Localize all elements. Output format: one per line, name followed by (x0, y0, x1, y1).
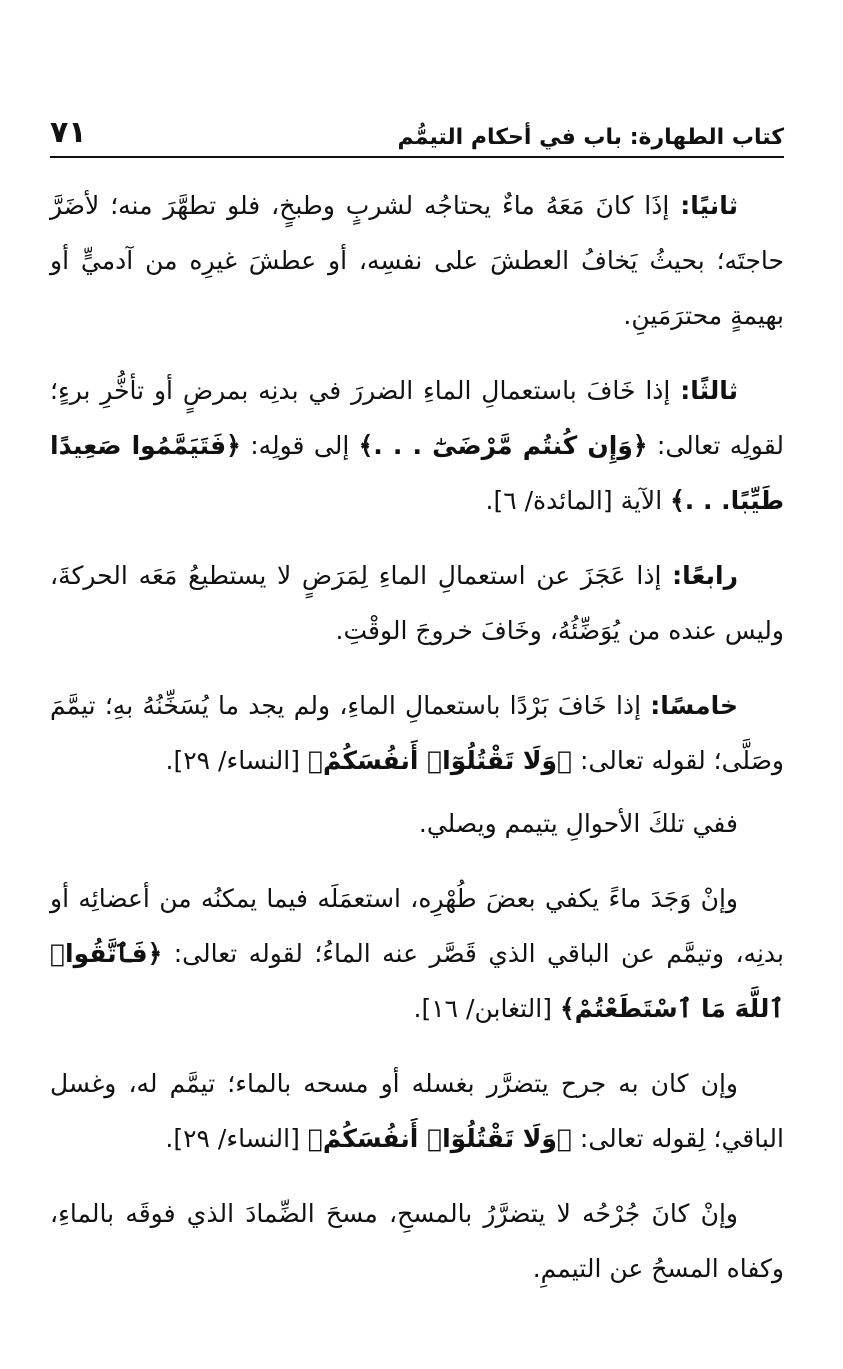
paragraph-conclusion (50, 796, 784, 851)
quran-quote: ﴿وَلَا تَقْتُلُوٓا۟ أَنفُسَكُمْ﴾ (307, 746, 573, 775)
citation: [النساء/ ٢٩]. (165, 746, 300, 775)
citation: [النساء/ ٢٩]. (165, 1124, 300, 1153)
paragraph-lead: ثالثًا: (680, 376, 738, 405)
paragraph-text: إذا خَافَ بَرْدًا باستعمالِ الماءِ، ولم يجد ما يُسَخِّنُهُ بهِ؛ تيمَّمَ وصَلَّى؛ لقوله تعالى: (50, 691, 784, 775)
quran-quote: ﴿وَإِن كُنتُم مَّرْضَىٰٓ . . .﴾ (358, 431, 648, 460)
paragraph-secondly (50, 178, 784, 343)
paragraph-text: إلى قولِه: (250, 431, 350, 460)
quran-quote: ﴿وَلَا تَقْتُلُوٓا۟ أَنفُسَكُمْ﴾ (307, 1124, 572, 1153)
paragraph-lead: خامسًا: (650, 691, 738, 720)
paragraph-text: إذا خَافَ باستعمالِ الماءِ الضررَ في بدنِه بمرضٍ أو تأخُّرِ برءٍ؛ لقولِه تعالى: (50, 376, 784, 460)
paragraph-fourthly (50, 548, 784, 658)
citation: الآية [المائدة/ ٦]. (485, 486, 663, 515)
paragraph-lead: ثانيًا: (680, 191, 738, 220)
page-number: ٧١ (50, 115, 87, 150)
running-title: كتاب الطهارة: باب في أحكام التيمُّم (397, 125, 784, 150)
paragraph-lead: رابعًا: (672, 561, 738, 590)
paragraph-wound (50, 1056, 784, 1166)
citation: [التغابن/ ١٦]. (413, 994, 552, 1023)
quran-quote: ﴿فَٱتَّقُوا۟ ٱللَّهَ مَا ٱسْتَطَعْتُمْ﴾ (50, 939, 784, 1023)
paragraph-text: وإن كان به جرح يتضرَّر بغسله أو مسحه بالماء؛ تيمَّم له، وغسل الباقي؛ لِقوله تعالى: (50, 1069, 784, 1153)
paragraph-partial-water (50, 871, 784, 1036)
paragraph-text: ففي تلكَ الأحوالِ يتيمم ويصلي. (418, 809, 738, 838)
paragraph-thirdly (50, 363, 784, 528)
quran-quote: ﴿فَتَيَمَّمُوا صَعِيدًا طَيِّبًا. . .﴾ (50, 431, 784, 515)
paragraph-text: إذَا كانَ مَعَهُ ماءٌ يحتاجُه لشربٍ وطبخٍ، فلو تطهَّرَ منه؛ لأضَرَّ حاجتَه؛ بحيثُ يَخافُ العطشَ على نفسِه، أو عطشَ غيرِه من آدميٍّ أو بهيمةٍ محترَمَينِ. (50, 191, 784, 330)
paragraph-text: إذا عَجَزَ عن استعمالِ الماءِ لِمَرَضٍ لا يستطيعُ مَعَه الحركةَ، وليس عنده من يُوَضِّئُهُ، وخَافَ خروجَ الوقْتِ. (50, 561, 784, 645)
page-header (50, 110, 784, 158)
paragraph-bandage (50, 1186, 784, 1296)
page-body (50, 178, 784, 1296)
paragraph-text: وإنْ وَجَدَ ماءً يكفي بعضَ طُهْرِه، استعمَلَه فيما يمكنُه من أعضائِه أو بدنِه، وتيمَّم عن الباقي الذي قَصَّر عنه الماءُ؛ لقوله تعالى: (50, 884, 784, 968)
paragraph-text: وإنْ كانَ جُرْحُه لا يتضرَّرُ بالمسحِ، مسحَ الضِّمادَ الذي فوقَه بالماءِ، وكفاه المسحُ عن التيممِ. (50, 1199, 784, 1283)
paragraph-fifthly (50, 678, 784, 788)
